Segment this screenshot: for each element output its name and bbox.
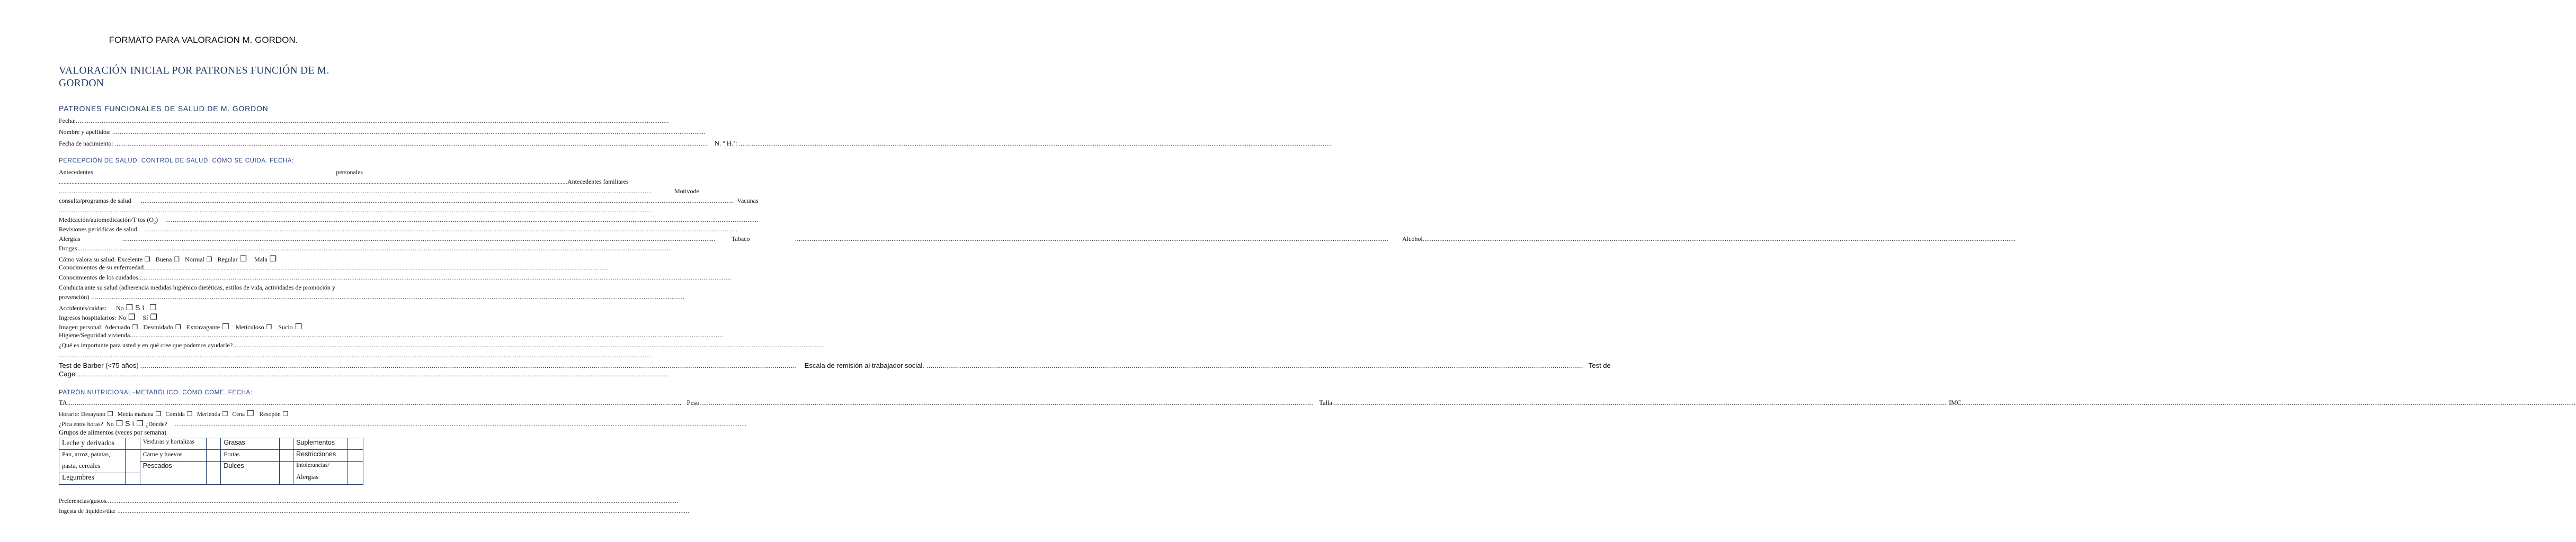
peso-field[interactable]: ................................................................................................................................................................................................................................................................................................................................ bbox=[699, 399, 1314, 406]
table-cell: Suplementos bbox=[293, 438, 347, 450]
conducta-row-2: prevención) ................................................................................................................................................................................................................................................................................................................................ bbox=[59, 293, 685, 301]
vacunas-row bbox=[59, 206, 652, 214]
conducta-field[interactable]: ................................................................................................................................................................................................................................................................................................................................ bbox=[91, 293, 685, 301]
alergias-field[interactable]: ................................................................................................................................................................................................................................................................................................................................ bbox=[122, 235, 716, 242]
table-cell: Carne y huevos bbox=[140, 450, 207, 462]
barber-field[interactable]: ................................................................................................................................................................................................................................................................................................................................ bbox=[140, 362, 797, 369]
barber-row: Test de Barber (<75 años) ................................................................................................................................................................................................................................................................................................................................ Escala de remisión al trabajador social. ................................................................................................................................................................................................................................................................................................................................ Test de bbox=[59, 362, 1611, 369]
importante-field[interactable]: ................................................................................................................................................................................................................................................................................................................................ bbox=[233, 341, 826, 349]
table-cell-input[interactable] bbox=[125, 473, 140, 484]
ant-familiares-row: ................................................................................................................................................................................................................................................................................................................................ Antecedentes familiares bbox=[59, 178, 629, 185]
subtitle-line-2: GORDON bbox=[59, 78, 104, 89]
percepcion-heading: PERCEPCIÓN DE SALUD. CONTROL DE SALUD. CÓMO SE CUIDA. FECHA: bbox=[59, 158, 294, 164]
nutricional-heading: PATRÓN NUTRICIONAL–METABÓLICO. CÓMO COME. FECHA: bbox=[59, 390, 253, 396]
table-cell-input[interactable] bbox=[207, 450, 221, 462]
nacimiento-row: Fecha de nacimiento: ................................................................................................................................................................................................................................................................................................................................ N. º H.ª: ................................................................................................................................................................................................................................................................................................................................ bbox=[59, 139, 1332, 147]
conoc-enfermedad-row: Conocimientos de su enfermedad ................................................................................................................................................................................................................................................................................................................................ bbox=[59, 264, 610, 271]
conoc-cuidados-row: Conocimientos de los cuidados ................................................................................................................................................................................................................................................................................................................................ bbox=[59, 274, 732, 281]
fecha-field[interactable]: ................................................................................................................................................................................................................................................................................................................................ bbox=[76, 117, 669, 124]
desayuno-checkbox[interactable]: ❒ bbox=[107, 410, 113, 418]
food-groups-table bbox=[59, 438, 363, 485]
pica-row: ¿Pica entre horas? No ❒ S í ❒ ¿Dónde? ................................................................................................................................................................................................................................................................................................................................ bbox=[59, 419, 747, 428]
descuidado-checkbox[interactable]: ❒ bbox=[175, 323, 181, 331]
nacimiento-field[interactable]: ................................................................................................................................................................................................................................................................................................................................ bbox=[114, 140, 708, 147]
table-cell bbox=[221, 473, 280, 484]
medicacion-row: Medicación/automedicación/T tos $(O_2)$ ................................................................................................................................................................................................................................................................................................................................ bbox=[59, 216, 759, 225]
table-cell: Pan, arroz, patatas, bbox=[59, 450, 126, 462]
cage-field[interactable]: ................................................................................................................................................................................................................................................................................................................................ bbox=[75, 371, 669, 378]
document-title: FORMATO PARA VALORACION M. GORDON. bbox=[109, 35, 298, 45]
consulta-row: consulta/programas de salud ................................................................................................................................................................................................................................................................................................................................ Vacunas bbox=[59, 197, 759, 204]
table-cell-input[interactable] bbox=[347, 450, 363, 462]
table-cell-input[interactable] bbox=[207, 462, 221, 473]
table-cell: Leche y derivados bbox=[59, 438, 126, 450]
table-cell: Grasas bbox=[221, 438, 280, 450]
ingresos-si-checkbox[interactable]: ❒ bbox=[150, 312, 157, 322]
accidentes-si-checkbox[interactable]: ❒ bbox=[149, 303, 157, 312]
table-cell bbox=[140, 473, 207, 484]
preferencias-row: Preferencias/gustos ................................................................................................................................................................................................................................................................................................................................ bbox=[59, 498, 679, 504]
cage-row: Cage ................................................................................................................................................................................................................................................................................................................................ bbox=[59, 370, 669, 378]
conoc-enfermedad-field[interactable]: ................................................................................................................................................................................................................................................................................................................................ bbox=[144, 265, 610, 270]
ingresos-row: Ingresos hospitalarios: No ❒ Sí ❒ bbox=[59, 312, 157, 322]
buena-checkbox[interactable]: ❒ bbox=[174, 256, 180, 263]
importante-row: ¿Qué es importante para usted y en qué cree que podemos ayudarle? ................................................................................................................................................................................................................................................................................................................................ bbox=[59, 341, 826, 349]
drogas-field[interactable]: ................................................................................................................................................................................................................................................................................................................................ bbox=[77, 245, 671, 252]
revisiones-row: Revisiones periódicas de salud ................................................................................................................................................................................................................................................................................................................................ bbox=[59, 225, 738, 233]
table-cell-input[interactable] bbox=[280, 473, 293, 484]
donde-field[interactable]: ................................................................................................................................................................................................................................................................................................................................ bbox=[174, 421, 747, 428]
pica-si-checkbox[interactable]: ❒ bbox=[136, 419, 144, 428]
medicacion-field[interactable]: ................................................................................................................................................................................................................................................................................................................................ bbox=[165, 216, 759, 223]
table-cell-input[interactable] bbox=[207, 473, 221, 484]
table-cell: Dulces bbox=[221, 462, 280, 473]
extravagante-checkbox[interactable]: ❒ bbox=[222, 322, 229, 331]
table-cell: Verduras y hortalizas bbox=[140, 438, 207, 450]
escala-field[interactable]: ................................................................................................................................................................................................................................................................................................................................ bbox=[926, 362, 1583, 369]
normal-checkbox[interactable]: ❒ bbox=[206, 256, 212, 263]
ant-familiares-field[interactable]: ................................................................................................................................................................................................................................................................................................................................ bbox=[59, 187, 652, 195]
media-manana-checkbox[interactable]: ❒ bbox=[155, 410, 162, 418]
sucio-checkbox[interactable]: ❒ bbox=[295, 322, 302, 331]
revisiones-field[interactable]: ................................................................................................................................................................................................................................................................................................................................ bbox=[144, 225, 738, 233]
ta-field[interactable]: ................................................................................................................................................................................................................................................................................................................................ bbox=[67, 399, 682, 406]
alcohol-field[interactable]: ................................................................................................................................................................................................................................................................................................................................ bbox=[1422, 235, 2016, 242]
accidentes-no-checkbox[interactable]: ❒ bbox=[126, 303, 133, 312]
talla-field[interactable]: ................................................................................................................................................................................................................................................................................................................................ bbox=[1332, 399, 1947, 406]
merienda-checkbox[interactable]: ❒ bbox=[222, 410, 228, 418]
preferencias-field[interactable]: ................................................................................................................................................................................................................................................................................................................................ bbox=[106, 498, 679, 504]
regular-checkbox[interactable]: ❒ bbox=[239, 254, 247, 264]
nombre-field[interactable]: ................................................................................................................................................................................................................................................................................................................................ bbox=[112, 128, 706, 136]
resopon-checkbox[interactable]: ❒ bbox=[282, 410, 289, 418]
table-cell: Alergias bbox=[293, 473, 347, 484]
table-cell: Intolerancias/ bbox=[293, 462, 347, 473]
antropometria-row: TA ................................................................................................................................................................................................................................................................................................................................ Peso ................................................................................................................................................................................................................................................................................................................................ Talla ................................................................................................................................................................................................................................................................................................................................ IMC ................................................................................................................................................................................................................................................................................................................................ bbox=[59, 399, 2576, 406]
motivo-row: ................................................................................................................................................................................................................................................................................................................................ Motivo de bbox=[59, 187, 699, 195]
imc-field[interactable]: ................................................................................................................................................................................................................................................................................................................................ bbox=[1961, 399, 2576, 406]
section-heading: PATRONES FUNCIONALES DE SALUD DE M. GORDON bbox=[59, 104, 269, 113]
nombre-row: Nombre y apellidos: ................................................................................................................................................................................................................................................................................................................................ bbox=[59, 128, 706, 136]
table-cell: Restricciones bbox=[293, 450, 347, 462]
importante-field-2[interactable]: ................................................................................................................................................................................................................................................................................................................................ bbox=[59, 351, 652, 359]
drogas-row: Drogas ................................................................................................................................................................................................................................................................................................................................ bbox=[59, 245, 671, 252]
table-cell-input[interactable] bbox=[347, 438, 363, 450]
table-cell-input[interactable] bbox=[347, 473, 363, 484]
mala-checkbox[interactable]: ❒ bbox=[269, 254, 277, 264]
horario-row: Horario: Desayuno ❒ Media mañana ❒ Comida ❒ Merienda ❒ Cena ❒ Resopón ❒ bbox=[59, 409, 289, 418]
tabaco-field[interactable]: ................................................................................................................................................................................................................................................................................................................................ bbox=[795, 235, 1388, 242]
table-row bbox=[59, 438, 363, 450]
ingresos-no-checkbox[interactable]: ❒ bbox=[128, 312, 136, 322]
higiene-row: Higiene/Seguridad vivienda ................................................................................................................................................................................................................................................................................................................................ bbox=[59, 331, 724, 339]
fecha-row: Fecha: ................................................................................................................................................................................................................................................................................................................................ bbox=[59, 117, 669, 124]
table-cell: Frutas bbox=[221, 450, 280, 462]
nh-field[interactable]: ................................................................................................................................................................................................................................................................................................................................ bbox=[738, 140, 1332, 147]
excelente-checkbox[interactable]: ❒ bbox=[144, 256, 150, 263]
pica-no-checkbox[interactable]: ❒ bbox=[115, 419, 123, 428]
table-cell: Pescados bbox=[140, 462, 207, 473]
accidentes-row: Accidentes/caídas: No ❒ S í ❒ bbox=[59, 303, 157, 312]
imagen-row: Imagen personal: Adecuado ❒ Descuidado ❒ Extravagante ❒ Meticuloso ❒ Sucio ❒ bbox=[59, 322, 302, 331]
table-cell-input[interactable] bbox=[207, 438, 221, 450]
conducta-row-1: Conducta ante su salud (adherencia medidas higiénico dietéticas, estilos de vida, actividades de promoción y bbox=[59, 284, 335, 291]
ingesta-field[interactable]: ................................................................................................................................................................................................................................................................................................................................ bbox=[117, 508, 690, 514]
vacunas-field[interactable]: ................................................................................................................................................................................................................................................................................................................................ bbox=[59, 206, 652, 214]
ant-personales-field[interactable]: ................................................................................................................................................................................................................................................................................................................................ bbox=[59, 179, 567, 185]
valora-salud-row: Cómo valora su salud: Excelente ❒ Buena ❒ Normal ❒ Regular ❒ Mala ❒ bbox=[59, 254, 277, 264]
table-cell-input[interactable] bbox=[125, 438, 140, 450]
alergias-row: Alergias ................................................................................................................................................................................................................................................................................................................................ Tabaco ................................................................................................................................................................................................................................................................................................................................ Alcohol ................................................................................................................................................................................................................................................................................................................................ bbox=[59, 235, 2016, 242]
table-row bbox=[59, 473, 363, 484]
meticuloso-checkbox[interactable]: ❒ bbox=[266, 323, 272, 331]
consulta-field[interactable]: ................................................................................................................................................................................................................................................................................................................................ bbox=[140, 197, 734, 204]
grupos-label: Grupos de alimentos (veces por semana) bbox=[59, 429, 167, 436]
table-cell-input[interactable] bbox=[280, 450, 293, 462]
cena-checkbox[interactable]: ❒ bbox=[247, 409, 254, 418]
table-cell-input[interactable] bbox=[347, 462, 363, 473]
higiene-field[interactable]: ................................................................................................................................................................................................................................................................................................................................ bbox=[130, 331, 724, 339]
table-cell: pasta, cereales bbox=[59, 462, 126, 473]
table-row bbox=[59, 450, 363, 462]
table-cell-input[interactable] bbox=[125, 462, 140, 473]
table-cell: Legumbres bbox=[59, 473, 126, 484]
table-cell-input[interactable] bbox=[280, 462, 293, 473]
comida-checkbox[interactable]: ❒ bbox=[186, 410, 193, 418]
subtitle-line-1: VALORACIÓN INICIAL POR PATRONES FUNCIÓN DE M. bbox=[59, 65, 329, 76]
importante-row-2 bbox=[59, 351, 652, 359]
ingesta-row: Ingesta de líquidos/día: ................................................................................................................................................................................................................................................................................................................................ bbox=[59, 508, 690, 514]
conoc-cuidados-field[interactable]: ................................................................................................................................................................................................................................................................................................................................ bbox=[138, 274, 732, 281]
adecuado-checkbox[interactable]: ❒ bbox=[132, 323, 138, 331]
table-row bbox=[59, 462, 363, 473]
table-cell-input[interactable] bbox=[125, 450, 140, 462]
table-cell-input[interactable] bbox=[280, 438, 293, 450]
antecedentes-row: Antecedentes personales bbox=[59, 168, 363, 176]
